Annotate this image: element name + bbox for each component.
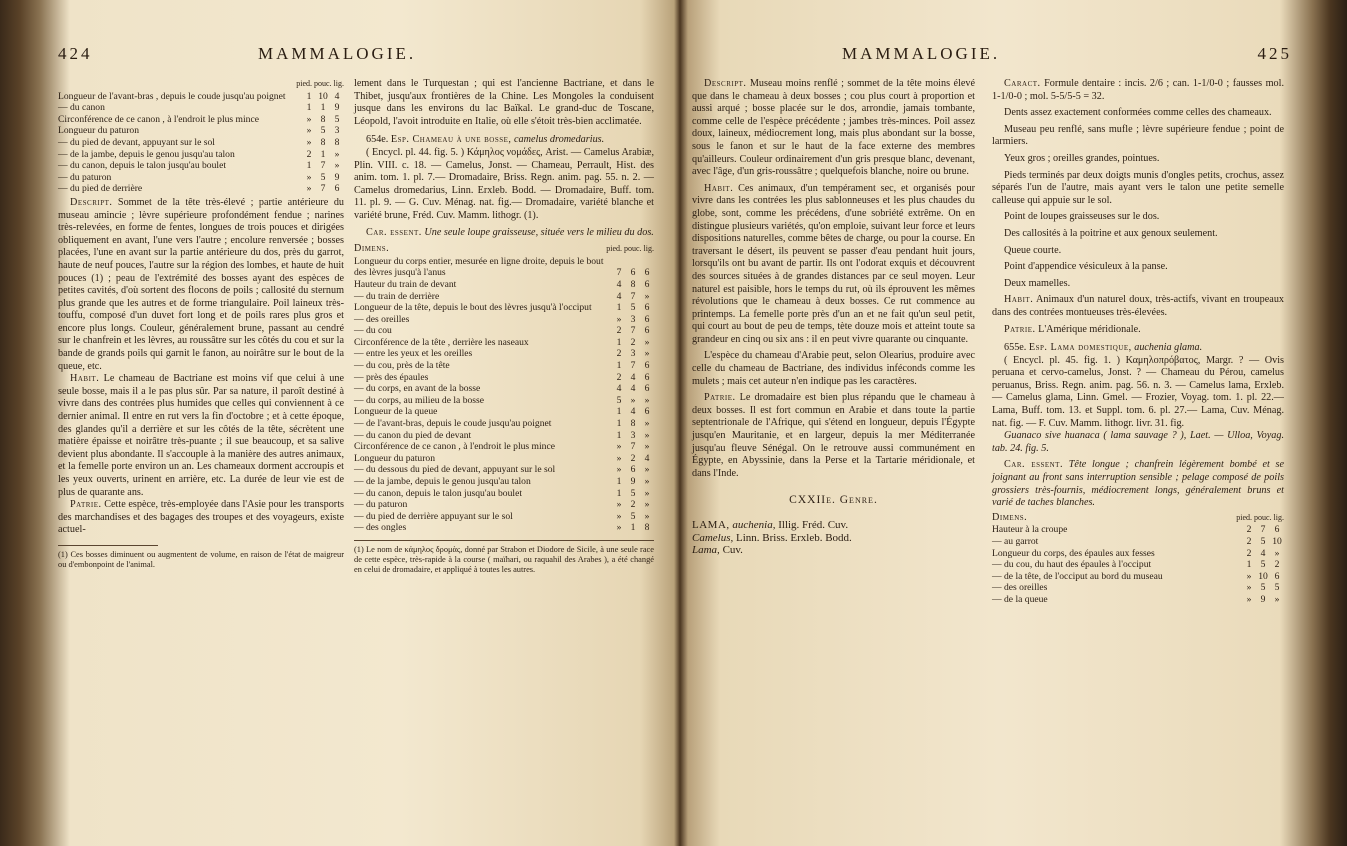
measure-value: 1: [320, 102, 326, 114]
section-head: Car. essent.: [1004, 459, 1064, 471]
section-head: Car. essent.: [366, 226, 422, 238]
measure-label: Longueur de la tête, depuis le bout des lèvres jusqu'à l'occiput: [354, 302, 592, 314]
measure-value: 8: [320, 136, 326, 148]
measure-value: »: [616, 522, 622, 534]
measure-label: — du train de derrière: [354, 290, 440, 302]
patrie-paragraph: [992, 324, 1284, 337]
measure-value: 5: [616, 394, 622, 406]
measure-label: Longueur du corps, des épaules aux fesses: [992, 547, 1155, 559]
measure-value: 4: [630, 383, 636, 395]
measure-value: 1: [1246, 559, 1252, 571]
measure-value: »: [644, 394, 650, 406]
section-head: Patrie.: [1004, 323, 1036, 335]
measure-row: [58, 149, 344, 161]
habit-paragraph: [992, 294, 1284, 319]
section-text: Formule dentaire : incis. 2/6 ; can. 1-1/0-0 ; fausses mol. 1-1/0-0 ; mol. 5-5/5-5 = 32.: [992, 78, 1284, 102]
section-text: Sommet de la tête très-élevé ; partie antérieure du museau amincie ; lèvre supérieure profondément fendue ; narines très-relevées, en forme de fentes, longues de trois pouces et dirigées obliquement en avant, l'une vers l'autre ; encolure renversée ; bosses placées, l'une en avant sur la partie antérieure du dos, près du garrot, haute de neuf pouces, l'autre sur la région des lombes, et haute de huit pouces (1) ; peau de l'extrémité des bosses ayant des espèces de petites cavités, d'où sortent des flocons de poils ; callosité du sternum plus grande que les autres et de forme triangulaire. Poil laineux très-touffu, composé d'un duvet fort long et de poils rares plus gros et encore plus longs. Couleur, généralement brune, passant au cendré sur le chanfrein et les lèvres, au roussâtre sur les côtés du cou et sur la bande de grands poils qui garnit le fanon, au noirâtre sur le bout de la queue, etc.: [58, 196, 345, 372]
measure-label: — du corps, en avant de la bosse: [354, 383, 481, 395]
left-column-1: [58, 78, 344, 570]
section-head: Habit.: [70, 373, 100, 385]
measure-label: — des ongles: [354, 522, 407, 534]
measure-value: 1: [616, 302, 622, 314]
measure-row: [58, 91, 344, 103]
species-heading: [354, 134, 654, 147]
dimens-heading: [992, 512, 1284, 525]
measure-value: 5: [630, 302, 636, 314]
measure-row: [354, 314, 654, 326]
measure-value: 1: [320, 148, 326, 160]
measure-value: »: [1274, 593, 1280, 605]
measure-row: [354, 395, 654, 407]
measure-row: [354, 256, 654, 279]
species-heading: [992, 342, 1284, 355]
measure-value: »: [644, 487, 650, 499]
measure-label: Hauteur à la croupe: [992, 524, 1068, 536]
measure-value: 6: [644, 325, 650, 337]
measure-label: Circonférence de ce canon , à l'endroit le plus mince: [58, 113, 259, 125]
measure-label: — près des épaules: [354, 371, 429, 383]
char-paragraph: Des callosités à la poitrine et aux genoux seulement.: [1004, 227, 1218, 239]
measure-value: 8: [334, 136, 340, 148]
measure-value: 5: [1260, 536, 1266, 547]
measure-value: 2: [616, 325, 622, 337]
measure-value: 5: [630, 487, 636, 499]
right-running-title: MAMMALOGIE.: [842, 44, 1001, 63]
species-number: 654e.: [366, 134, 389, 146]
measure-row: [58, 160, 344, 172]
measure-table: [58, 91, 344, 195]
measure-value: 6: [1274, 570, 1280, 582]
measure-value: 5: [320, 125, 326, 137]
measure-value: 7: [616, 267, 622, 279]
measure-value: 9: [1260, 593, 1266, 605]
measure-value: 2: [630, 499, 636, 511]
measure-value: »: [644, 441, 650, 453]
genre-synonym: Lama,: [692, 544, 720, 557]
table-header: pied. pouc. lig.: [606, 244, 654, 254]
measure-label: — de la jambe, depuis le genou jusqu'au talon: [354, 476, 531, 487]
measure-row: [992, 559, 1284, 571]
measure-value: 2: [616, 348, 622, 360]
genre-synonym-line: [692, 544, 975, 557]
measure-value: 6: [644, 313, 650, 325]
measure-row: [58, 102, 344, 114]
measure-value: 1: [616, 429, 622, 441]
measure-value: 9: [630, 476, 636, 487]
measure-value: 4: [616, 290, 622, 302]
section-text: Ces animaux, d'un tempérament sec, et organisés pour vivre dans les contrées les plus sablonneuses et les plus chaudes du globe, sont, comme les précédens, d'une sobriété extrême. On en distingue plusieurs variétés, qu'on emploie, suivant leur force et leurs dispositions naturelles, comme bêtes de charge, ou pour la course. En traversant le désert, ils peuvent se passer d'eau pendant huit jours, lorsqu'ils ont bu avant de partir. Ils ont l'odorat exquis et découvrent des sources situées à de grandes distances par ce seul moyen. Leur naturel est paisible, hors le temps du rut, où ils éprouvent les mêmes révolutions que le chameau à deux bosses. Ce rut commence au printemps. La femelle porte près d'un an et ne fait qu'un seul petit, qui court au bout de peu de temps, tète douze mois et atteint toute sa grandeur en cinq ou six ans : il en peut vivre quarante ou cinquante.: [692, 182, 976, 345]
measure-value: 1: [306, 102, 312, 114]
measure-value: 1: [306, 90, 312, 102]
section-head: Caract.: [1004, 78, 1041, 89]
section-head: Patrie.: [70, 499, 102, 511]
measure-value: 10: [318, 90, 328, 102]
habit-paragraph: [692, 183, 975, 347]
measure-value: 9: [334, 102, 340, 114]
left-page-number: 424: [58, 44, 93, 63]
measure-value: 2: [616, 371, 622, 383]
measure-label: — du canon, depuis le talon jusqu'au boulet: [58, 160, 226, 172]
measure-row: [354, 453, 654, 465]
measure-value: 4: [1260, 547, 1266, 559]
measure-value: 1: [616, 406, 622, 418]
section-text: Tête longue ; chanfrein légèrement bombé et se joignant au front sans interruption sensible ; pelage composé de poils grossiers très-fournis, médiocrement longs, généralement bruns et varié de taches blanches.: [992, 459, 1285, 509]
measure-value: »: [630, 394, 636, 406]
measure-value: 1: [616, 476, 622, 487]
measure-value: 6: [630, 267, 636, 279]
genre-synonym: Camelus,: [692, 531, 734, 544]
measure-value: 5: [1274, 582, 1280, 594]
right-column-2: [992, 78, 1284, 606]
measure-value: 3: [630, 429, 636, 441]
measure-value: 8: [630, 418, 636, 430]
measure-value: »: [644, 336, 650, 348]
measure-label: — de la tête, de l'occiput au bord du museau: [992, 570, 1163, 582]
patrie-paragraph: [692, 392, 975, 480]
measure-row: [354, 325, 654, 337]
measure-row: [354, 464, 654, 476]
measure-value: »: [616, 499, 622, 511]
char-paragraph: Queue courte.: [1004, 244, 1062, 256]
species-latin: auchenia glama.: [1134, 342, 1203, 354]
measure-value: 8: [320, 113, 326, 125]
section-head: Descript.: [704, 78, 747, 89]
measure-row: [354, 372, 654, 384]
measure-value: 5: [1260, 559, 1266, 571]
measure-row: [58, 125, 344, 137]
section-text: Cette espèce, très-employée dans l'Asie pour les transports des marchandises et des bagages des troupes et des voyageurs, existe actuel-: [58, 499, 344, 536]
measure-label: — du canon: [58, 102, 105, 114]
measure-value: »: [334, 148, 340, 160]
left-page-header: [58, 44, 666, 70]
measure-label: Longueur du paturon: [58, 125, 139, 137]
measure-value: 9: [334, 171, 340, 183]
measure-label: — des oreilles: [992, 582, 1048, 594]
measure-row: [354, 302, 654, 314]
measure-row: [992, 524, 1284, 536]
measure-value: 1: [616, 487, 622, 499]
continued-paragraph: lement dans le Turquestan ; qui est l'ancienne Bactriane, et dans le Thibet, jusqu'aux frontières de la Chine. Les Mongoles la conduisent jusque dans les environs du lac Baïkal. Le grand-duc de Toscane, Léopold, l'avoit introduite en Italie, où elle s'étoit très-bien acclimatée.: [354, 78, 654, 127]
measure-row: [354, 291, 654, 303]
measure-value: 7: [1260, 524, 1266, 536]
measure-value: 2: [1274, 559, 1280, 571]
measure-row: [354, 499, 654, 511]
genre-name: LAMA,: [692, 519, 730, 531]
measure-value: 6: [644, 278, 650, 290]
measure-value: »: [644, 429, 650, 441]
measure-value: 2: [1246, 536, 1252, 547]
measure-value: »: [644, 348, 650, 360]
measure-value: »: [306, 183, 312, 195]
measure-value: »: [1274, 547, 1280, 559]
measure-value: »: [644, 464, 650, 476]
genre-synonym-line: [692, 532, 975, 545]
synonymy: ( Encycl. pl. 44. fig. 5. ) Κάμηλος νομάδες, Arist. — Camelus Arabiæ, Plin. VIII. c. 18. — Camelus, Jonst. — Chameau, Perrault, Hist. des anim. tom. 1. pl. 7.— Dromadaire, Briss. Regn. anim. pag. 55. n. 2. — Camelus dromedarius, Linn. Erxleb. Bodd. — Dromadaire, Buff. tom. 11. pl. 9. — G. Cuv. Ménag. nat. fig.— Dromadaire, variété blanche et variété brune, Fréd. Cuv. Mamm. lithogr. (1).: [354, 146, 654, 221]
measure-value: 10: [1258, 570, 1268, 582]
measure-label: — de la queue: [992, 593, 1048, 605]
char-paragraph: Pieds terminés par deux doigts munis d'ongles petits, crochus, assez séparés l'un de l'autre, mais ayant vers le talon une petite semelle calleuse qui appuie sur le sol.: [992, 169, 1284, 206]
measure-row: [354, 418, 654, 430]
footnote: (1) Le nom de κάμηλος δρομὰς, donné par Strabon et Diodore de Sicile, à une seule race de cette espèce, très-rapide à la course ( maïhari, ou raquahil des Arabes ), a été changé en celui de dromadaire, et appliqué à toutes les autres.: [354, 544, 654, 574]
measure-table: [992, 524, 1284, 605]
measure-value: »: [306, 136, 312, 148]
descript-paragraph: [692, 78, 975, 179]
measure-value: »: [334, 160, 340, 172]
measure-value: »: [306, 113, 312, 125]
measure-value: 2: [1246, 524, 1252, 536]
measure-value: »: [616, 510, 622, 522]
measure-value: 5: [630, 510, 636, 522]
measure-value: 1: [630, 522, 636, 534]
measure-value: 4: [616, 383, 622, 395]
measure-label: — entre les yeux et les oreilles: [354, 348, 473, 360]
measure-row: [992, 548, 1284, 560]
body-paragraph: L'espèce du chameau d'Arabie peut, selon Olearius, produire avec celle du chameau de Bactriane, des individus inféconds comme les mulets ; mais cet auteur n'en indique pas les caractères.: [692, 350, 975, 387]
measure-value: 1: [306, 160, 312, 172]
section-text: L'Amérique méridionale.: [1038, 323, 1141, 335]
dimens-heading: [354, 243, 654, 256]
measure-value: 6: [644, 383, 650, 395]
measure-value: 7: [630, 325, 636, 337]
section-head: Dimens.: [354, 243, 390, 255]
measure-value: 6: [644, 302, 650, 314]
measure-table: [354, 256, 654, 534]
measure-value: 2: [1246, 547, 1252, 559]
measure-row: [58, 114, 344, 126]
measure-value: 3: [334, 125, 340, 137]
measure-label: Longueur du paturon: [354, 452, 435, 464]
char-paragraph: Dents assez exactement conformées comme celles des chameaux.: [1004, 107, 1272, 119]
measure-value: 2: [306, 148, 312, 160]
measure-label: — de l'avant-bras, depuis le coude jusqu'au poignet: [354, 418, 552, 430]
measure-label: Circonférence de ce canon , à l'endroit le plus mince: [354, 441, 555, 453]
caract-paragraph: [992, 78, 1284, 103]
descript-paragraph: [58, 197, 344, 373]
measure-row: [354, 511, 654, 523]
right-page-header: [692, 44, 1292, 70]
measure-value: 7: [320, 160, 326, 172]
species-number: 655e.: [1004, 342, 1027, 354]
measure-value: »: [616, 464, 622, 476]
genre-latin: auchenia,: [732, 519, 776, 531]
measure-row: [354, 441, 654, 453]
char-paragraph: Deux mamelles.: [1004, 277, 1071, 289]
measure-value: 1: [616, 418, 622, 430]
section-text: Le dromadaire est bien plus répandu que le chameau à deux bosses. Il est fort commun en Arabie et dans toute la partie septentrionale de l'Afrique, qui s'étend en longueur, depuis l'Égypte jusqu'en Mauritanie, et en largeur, depuis la mer Méditerranée jusqu'au fleuve Sénégal. On le retrouve aussi communément en Égypte, en Abyssinie, dans la Perse et la Tartarie méridionale, et dans l'Inde.: [692, 392, 976, 479]
measure-value: »: [306, 125, 312, 137]
measure-value: »: [644, 476, 650, 487]
char-paragraph: Point d'appendice vésiculeux à la panse.: [1004, 261, 1168, 273]
measure-value: 7: [630, 290, 636, 302]
section-text: Une seule loupe graisseuse, située vers le milieu du dos.: [424, 226, 654, 238]
footnote-rule: [58, 545, 158, 546]
table-header: pied. pouc. lig.: [296, 79, 344, 88]
measure-value: »: [1246, 582, 1252, 594]
measure-value: 4: [630, 406, 636, 418]
char-paragraph: Museau peu renflé, sans mufle ; lèvre supérieure fendue ; point de larmiers.: [992, 123, 1284, 148]
measure-row: [354, 348, 654, 360]
genre-author: Illig. Fréd. Cuv.: [778, 519, 849, 531]
char-paragraph: Point de loupes graisseuses sur le dos.: [1004, 211, 1160, 223]
measure-row: [992, 594, 1284, 606]
char-paragraph: Yeux gros ; oreilles grandes, pointues.: [1004, 152, 1160, 164]
measure-row: [354, 476, 654, 488]
left-running-title: MAMMALOGIE.: [258, 44, 417, 63]
measure-label: — du cou, du haut des épaules à l'occiput: [992, 559, 1152, 571]
synonymy: Guanaco sive huanaca ( lama sauvage ? ), Laet. — Ulloa, Voyag. tab. 24. fig. 5.: [992, 430, 1284, 454]
section-head: Dimens.: [992, 511, 1028, 523]
measure-value: 7: [630, 441, 636, 453]
measure-label: — de la jambe, depuis le genou jusqu'au talon: [58, 148, 235, 160]
measure-row: [992, 571, 1284, 583]
measure-value: 7: [320, 183, 326, 195]
habit-paragraph: [58, 373, 344, 499]
species-latin: camelus dromedarius.: [514, 134, 605, 146]
measure-label: — du canon du pied de devant: [354, 429, 472, 441]
measure-label: Circonférence de la tête , derrière les naseaux: [354, 336, 529, 348]
genre-heading: CXXIIe. Genre.: [789, 494, 878, 507]
measure-value: »: [616, 452, 622, 464]
measure-value: »: [616, 313, 622, 325]
measure-label: — des oreilles: [354, 313, 410, 325]
measure-value: 6: [644, 360, 650, 372]
genre-synonym-authors: Linn. Briss. Erxleb. Bodd.: [736, 531, 852, 544]
table-header: pied. pouc. lig.: [1236, 512, 1284, 522]
measure-row: [354, 383, 654, 395]
left-column-2: [354, 78, 654, 575]
measure-value: 6: [334, 183, 340, 195]
measure-label: — du dessous du pied de devant, appuyant sur le sol: [354, 464, 556, 476]
section-text: Le chameau de Bactriane est moins vif que celui à une seule bosse, mais il a le pas plus sûr. Par sa nature, il paroît destiné à vivre dans des contrées plus humides que celles qui conviennent à ce dernier animal. Il entre en rut vers la fin d'octobre ; et à cette époque, des glandes qu'il a derrière et sur les côtés de la tête, sécrètent une matière épaisse et noirâtre très-puante ; il sue beaucoup, et sa salive devient plus abondante. Il s'accouple à la manière des autres animaux, et la femelle porte environ un an. Les chameaux dorment accroupis et les yeux ouverts, urinent en arrière, etc. La durée de leur vie est de plus de quarante ans.: [58, 373, 344, 498]
measure-value: 10: [1272, 536, 1282, 547]
section-head: Descript.: [70, 196, 113, 208]
measure-value: 5: [334, 113, 340, 125]
measure-label: — du canon, depuis le talon jusqu'au boulet: [354, 487, 522, 499]
measure-label: Longueur du corps entier, mesurée en ligne droite, depuis le bout des lèvres jusqu'à l'anus: [354, 255, 604, 279]
measure-label: — du paturon: [354, 499, 408, 511]
footnote: (1) Ces bosses diminuent ou augmentent de volume, en raison de l'état de maigreur ou d'embonpoint de l'animal.: [58, 549, 344, 569]
measure-value: 5: [1260, 582, 1266, 594]
measure-value: 8: [644, 522, 650, 534]
measure-value: 1: [616, 360, 622, 372]
measure-value: 5: [320, 171, 326, 183]
section-text: Museau moins renflé ; sommet de la tête moins élevé que dans le chameau à deux bosses ; cou plus court à proportion et aussi arqué ; bosse placée sur le dos, arrondie, jamais tombante, comme celle de l'espèce précédente ; jambes très-minces. Poil assez doux, laineux, médiocrement long, mais plus abondant sur la bosse, sous le fanon et sur le haut de la face externe des membres qu'ailleurs. Couleur ordinairement d'un gris presque blanc, devenant, avec l'âge, d'un gris-roussâtre ; quelquefois blanche, noire ou brune.: [692, 78, 975, 178]
measure-value: 6: [644, 371, 650, 383]
measure-value: »: [644, 510, 650, 522]
measure-value: 6: [644, 406, 650, 418]
genre-synonym-authors: Cuv.: [722, 544, 743, 557]
measure-value: 3: [630, 348, 636, 360]
right-page-number: 425: [1257, 44, 1292, 63]
synonymy: ( Encycl. pl. 45. fig. 1. ) Καμηλοπρόβατος, Margr. ? — Ovis peruana et cervo-camelus, Jonst. ? — Chameau du Pérou, camelus peruanus, Briss. Regn. anim. pag. 56. n. 3. — Camelus lama, Erxleb. — Camelus glama, Linn. Gmel. — Frozier, Voyag. tom. 1. pl. 22.— Lama, Buff. tom. 13. et Suppl. tom. 6. pl. 27.— Lama, Cuv. Ménag. nat. fig. — F. Cuv. Mamm. lithogr. livr. 31. fig.: [992, 354, 1284, 429]
measure-row: [354, 430, 654, 442]
measure-row: [58, 172, 344, 184]
measure-value: 2: [630, 452, 636, 464]
measure-value: »: [616, 441, 622, 453]
measure-row: [354, 279, 654, 291]
measure-value: 7: [630, 360, 636, 372]
measure-value: 8: [630, 278, 636, 290]
measure-label: — du pied de derrière appuyant sur le sol: [354, 510, 513, 522]
section-text: Animaux d'un naturel doux, très-actifs, vivant en troupeaux dans des contrées montueuses très-élevées.: [992, 294, 1285, 318]
measure-row: [58, 183, 344, 195]
measure-label: — du pied de devant, appuyant sur le sol: [58, 136, 215, 148]
right-column-1: [692, 78, 975, 557]
car-essent-paragraph: [992, 459, 1284, 509]
measure-value: »: [644, 290, 650, 302]
measure-value: 4: [630, 371, 636, 383]
measure-row: [992, 536, 1284, 548]
measure-label: — au garrot: [992, 536, 1039, 547]
measure-label: — du cou, près de la tête: [354, 360, 450, 372]
measure-label: — du corps, au milieu de la bosse: [354, 394, 485, 406]
species-name: Esp. Lama domestique,: [1028, 342, 1132, 354]
measure-value: 6: [630, 464, 636, 476]
measure-label: — du cou: [354, 325, 392, 337]
measure-row: [992, 582, 1284, 594]
measure-value: »: [644, 418, 650, 430]
section-head: Habit.: [704, 182, 734, 194]
measure-row: [354, 406, 654, 418]
genre-name-line: [692, 519, 975, 532]
measure-value: 2: [630, 336, 636, 348]
measure-label: — du pied de derrière: [58, 183, 143, 195]
measure-row: [354, 522, 654, 534]
measure-label: Longueur de la queue: [354, 406, 438, 418]
measure-value: 4: [334, 90, 340, 102]
measure-value: 1: [616, 336, 622, 348]
footnote-rule: [354, 540, 654, 541]
section-head: Habit.: [1004, 294, 1034, 306]
measure-value: 6: [644, 267, 650, 279]
measure-row: [354, 337, 654, 349]
measure-label: Hauteur du train de devant: [354, 278, 457, 290]
section-head: Patrie.: [704, 392, 736, 404]
measure-row: [354, 488, 654, 500]
measure-value: 4: [644, 452, 650, 464]
measure-value: »: [306, 171, 312, 183]
patrie-paragraph: [58, 499, 344, 537]
measure-value: 4: [616, 278, 622, 290]
measure-row: [58, 137, 344, 149]
measure-value: 6: [1274, 524, 1280, 536]
measure-label: Longueur de l'avant-bras , depuis le coude jusqu'au poignet: [58, 90, 286, 102]
measure-value: »: [1246, 570, 1252, 582]
measure-row: [354, 360, 654, 372]
species-name: Esp. Chameau à une bosse,: [390, 134, 512, 146]
car-essent-paragraph: [354, 227, 654, 240]
measure-label: — du paturon: [58, 171, 112, 183]
measure-value: 3: [630, 313, 636, 325]
measure-value: »: [1246, 593, 1252, 605]
measure-value: »: [644, 499, 650, 511]
